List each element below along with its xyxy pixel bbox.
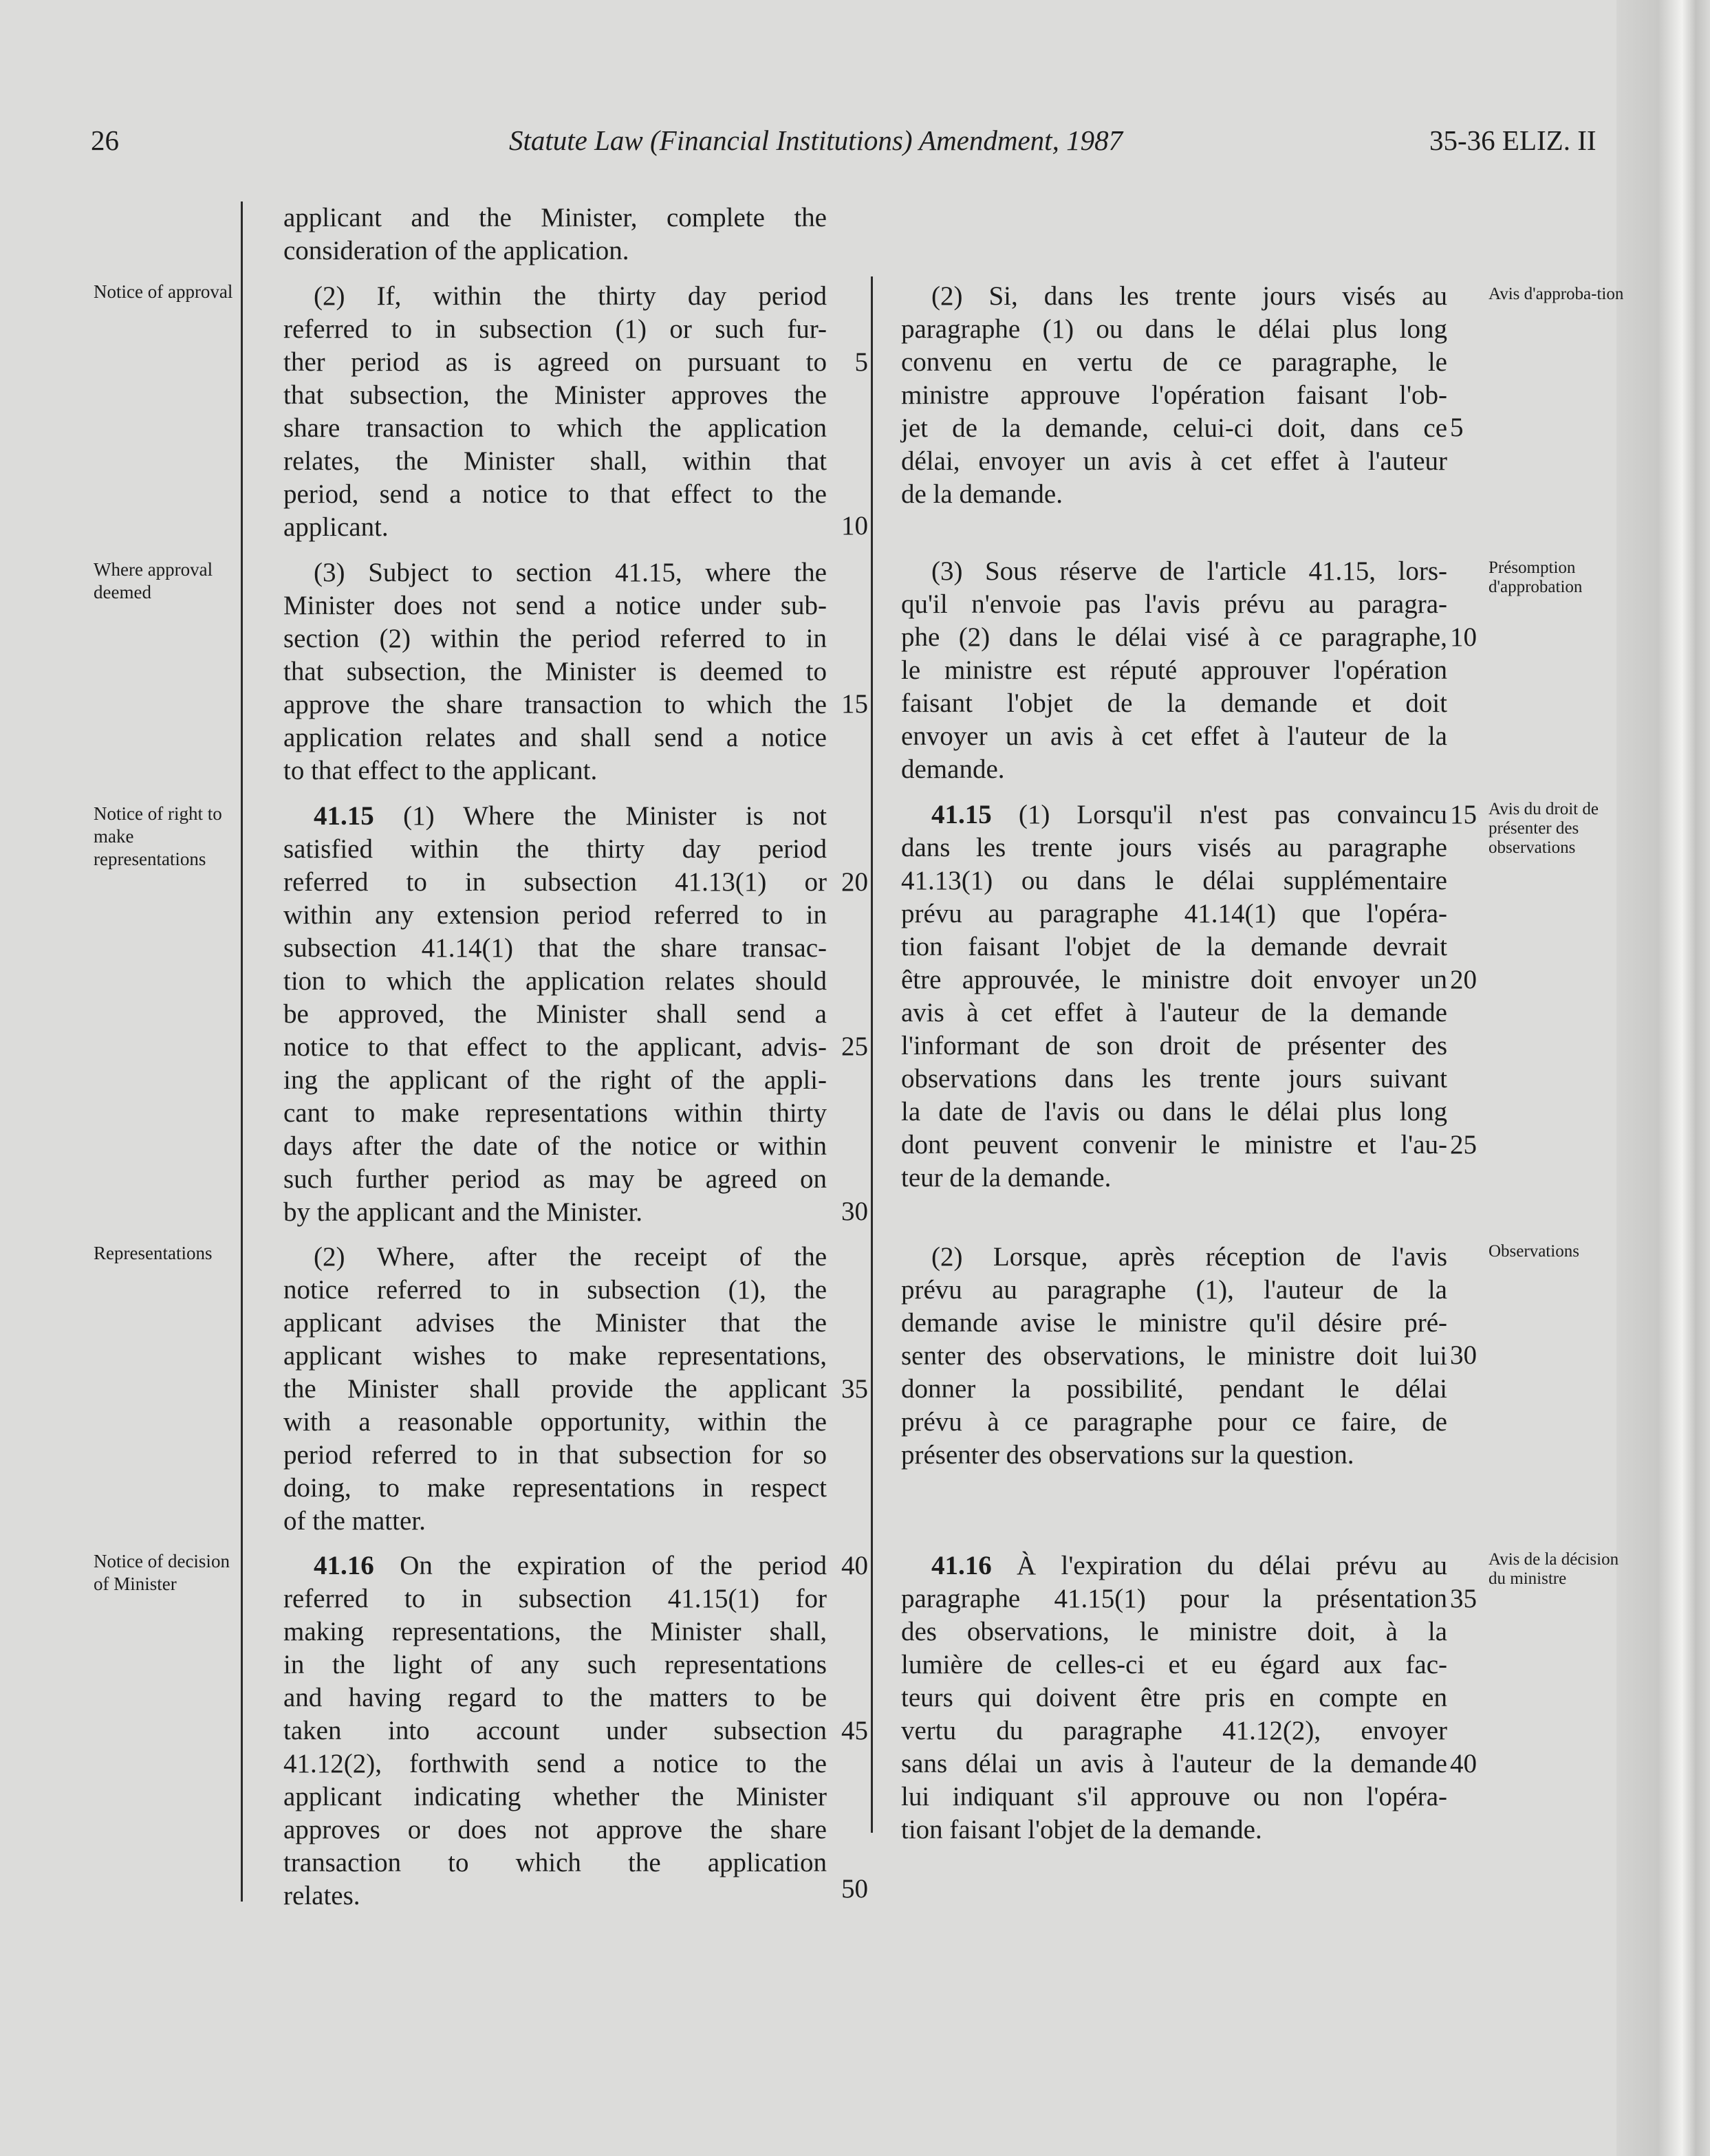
text-line bbox=[283, 800, 827, 833]
text-line: paragraphe 41.15(1) pour la présentation bbox=[901, 1584, 1447, 1613]
text-line bbox=[901, 798, 1447, 831]
text-line: referred to in subsection 41.13(1) or bbox=[283, 867, 827, 897]
margin-note-fr: Avis du droit de présenter des observations bbox=[1489, 800, 1599, 857]
text-line: to that effect to the applicant. bbox=[283, 756, 598, 785]
text-line: paragraphe (1) ou dans le délai plus long bbox=[901, 314, 1447, 344]
text-line: lumière de celles-ci et eu égard aux fac- bbox=[901, 1650, 1447, 1679]
text-line: prévu au paragraphe 41.14(1) que l'opéra- bbox=[901, 899, 1447, 928]
fr-section-41-15-1 bbox=[901, 798, 1447, 1195]
text-line: that subsection, the Minister is deemed to bbox=[283, 657, 827, 686]
text-line: la date de l'avis ou dans le délai plus long bbox=[901, 1097, 1447, 1126]
text-line: l'informant de son droit de présenter des bbox=[901, 1031, 1447, 1060]
text-line: making representations, the Minister shall, bbox=[283, 1617, 827, 1646]
page-edge-shadow bbox=[1616, 0, 1710, 2156]
line-number-en: 40 bbox=[841, 1551, 868, 1580]
text-line: applicant indicating whether the Minister bbox=[283, 1782, 827, 1811]
text-line: notice to that effect to the applicant, advis- bbox=[283, 1032, 827, 1062]
en-paragraph-continued bbox=[283, 202, 827, 268]
text-line: of the matter. bbox=[283, 1506, 426, 1536]
text-line: teur de la demande. bbox=[901, 1163, 1112, 1193]
text-line: relates, the Minister shall, within that bbox=[283, 446, 827, 476]
section-number: 41.16 bbox=[931, 1551, 992, 1580]
text-line: relates. bbox=[283, 1881, 360, 1910]
margin-note-en: Where approval deemed bbox=[94, 559, 213, 602]
text-line: application relates and shall send a notice bbox=[283, 723, 827, 752]
text-line: le ministre est réputé approuver l'opération bbox=[901, 655, 1447, 685]
text-line: 41.12(2), forthwith send a notice to the bbox=[283, 1749, 827, 1778]
margin-note-fr: Présomption d'approbation bbox=[1489, 558, 1583, 596]
text-line: présenter des observations sur la question. bbox=[901, 1440, 1354, 1470]
text-line: share transaction to which the application bbox=[283, 413, 827, 443]
text-line: de la demande. bbox=[901, 479, 1063, 509]
text-line: prévu à ce paragraphe pour ce faire, de bbox=[901, 1407, 1447, 1437]
text-line: lui indiquant s'il approuve ou non l'opéra- bbox=[901, 1782, 1447, 1811]
text-line: dont peuvent convenir le ministre et l'au- bbox=[901, 1130, 1447, 1159]
text-line: by the applicant and the Minister. bbox=[283, 1197, 643, 1227]
text-line: notice referred to in subsection (1), the bbox=[283, 1275, 827, 1305]
text-line: referred to in subsection 41.15(1) for bbox=[283, 1584, 827, 1613]
text-line: 41.13(1) ou dans le délai supplémentaire bbox=[901, 866, 1447, 895]
text-line: be approved, the Minister shall send a bbox=[283, 999, 827, 1029]
text-line bbox=[283, 1549, 827, 1582]
text-line: period referred to in that subsection for so bbox=[283, 1440, 827, 1470]
text-line: ing the applicant of the right of the appli- bbox=[283, 1065, 827, 1095]
text-line: period, send a notice to that effect to the bbox=[283, 479, 827, 509]
line-number-fr: 5 bbox=[1450, 413, 1464, 442]
text-line: observations dans les trente jours suivant bbox=[901, 1064, 1447, 1093]
text-line: applicant and the Minister, complete the bbox=[283, 203, 827, 232]
text-line: convenu en vertu de ce paragraphe, le bbox=[901, 347, 1447, 377]
text-line: days after the date of the notice or within bbox=[283, 1131, 827, 1161]
text-line: applicant wishes to make representations, bbox=[283, 1341, 827, 1371]
section-number: 41.16 bbox=[314, 1551, 374, 1580]
line-number-en: 45 bbox=[841, 1716, 868, 1745]
text-line: with a reasonable opportunity, within the bbox=[283, 1407, 827, 1437]
text-line: referred to in subsection (1) or such fur- bbox=[283, 314, 827, 344]
line-number-fr: 10 bbox=[1450, 622, 1477, 652]
text-line: délai, envoyer un avis à cet effet à l'auteur bbox=[901, 446, 1447, 476]
margin-note-fr: Avis d'approba-tion bbox=[1489, 285, 1624, 303]
text-line: tion faisant l'objet de la demande devrait bbox=[901, 932, 1447, 961]
line-number-fr: 20 bbox=[1450, 965, 1477, 994]
text-line: Minister does not send a notice under sub- bbox=[283, 591, 827, 620]
en-subsection-41-14-2 bbox=[283, 280, 827, 544]
text-line: prévu au paragraphe (1), l'auteur de la bbox=[901, 1275, 1447, 1305]
fr-section-41-16 bbox=[901, 1549, 1447, 1847]
text-line: faisant l'objet de la demande et doit bbox=[901, 688, 1447, 718]
text-line: cant to make representations within thirty bbox=[283, 1098, 827, 1128]
text-line: sans délai un avis à l'auteur de la demande bbox=[901, 1749, 1447, 1778]
text-line: in the light of any such representations bbox=[283, 1650, 827, 1679]
line-number-en: 20 bbox=[841, 867, 868, 897]
text-line bbox=[901, 1549, 1447, 1582]
text-line: des observations, le ministre doit, à la bbox=[901, 1617, 1447, 1646]
text-line: ministre approuve l'opération faisant l'ob- bbox=[901, 380, 1447, 410]
text-line: (2) If, within the thirty day period bbox=[314, 281, 827, 311]
text-line: ther period as is agreed on pursuant to bbox=[283, 347, 827, 377]
text-line: subsection 41.14(1) that the share transac- bbox=[283, 933, 827, 963]
text-line: qu'il n'envoie pas l'avis prévu au paragra- bbox=[901, 589, 1447, 619]
text-line: section (2) within the period referred to in bbox=[283, 624, 827, 653]
text-line: tion faisant l'objet de la demande. bbox=[901, 1815, 1262, 1844]
text-line: approve the share transaction to which the bbox=[283, 690, 827, 719]
text-line: the Minister shall provide the applicant bbox=[283, 1374, 827, 1404]
text-segment: (1) Lorsqu'il n'est pas convaincu bbox=[1018, 800, 1448, 829]
left-column-rule bbox=[241, 202, 243, 1902]
text-line: phe (2) dans le délai visé à ce paragraphe, bbox=[901, 622, 1447, 652]
text-line: approves or does not approve the share bbox=[283, 1815, 827, 1844]
section-number: 41.15 bbox=[931, 800, 992, 829]
line-number-en: 25 bbox=[841, 1032, 868, 1061]
text-line: applicant advises the Minister that the bbox=[283, 1308, 827, 1338]
fr-subsection-41-14-3 bbox=[901, 555, 1447, 786]
text-line: demande. bbox=[901, 754, 1005, 784]
text-line: (3) Subject to section 41.15, where the bbox=[314, 558, 827, 587]
text-line: consideration of the application. bbox=[283, 236, 629, 265]
text-line: and having regard to the matters to be bbox=[283, 1683, 827, 1712]
text-line: such further period as may be agreed on bbox=[283, 1164, 827, 1194]
text-line: applicant. bbox=[283, 512, 389, 542]
line-number-en: 35 bbox=[841, 1374, 868, 1404]
text-line: (2) Where, after the receipt of the bbox=[314, 1242, 827, 1272]
line-number-en: 10 bbox=[841, 511, 868, 541]
line-number-en: 5 bbox=[854, 347, 868, 377]
line-number-fr: 40 bbox=[1450, 1749, 1477, 1778]
page-number: 26 bbox=[91, 124, 119, 156]
line-number-fr: 30 bbox=[1450, 1340, 1477, 1370]
margin-note-en: Representations bbox=[94, 1243, 213, 1263]
en-section-41-15-1 bbox=[283, 800, 827, 1229]
text-line: taken into account under subsection bbox=[283, 1716, 827, 1745]
fr-subsection-41-14-2 bbox=[901, 280, 1447, 511]
text-line: avis à cet effet à l'auteur de la demande bbox=[901, 998, 1447, 1027]
en-section-41-16 bbox=[283, 1549, 827, 1913]
text-line: satisfied within the thirty day period bbox=[283, 834, 827, 864]
en-subsection-41-14-3 bbox=[283, 556, 827, 787]
text-line: senter des observations, le ministre doit lui bbox=[901, 1341, 1447, 1371]
center-column-rule bbox=[871, 276, 873, 1833]
text-line: doing, to make representations in respect bbox=[283, 1473, 827, 1503]
text-segment: (1) Where the Minister is not bbox=[403, 801, 827, 831]
text-line: teurs qui doivent être pris en compte en bbox=[901, 1683, 1447, 1712]
regnal-year: 35-36 ELIZ. II bbox=[1429, 124, 1597, 156]
text-line: envoyer un avis à cet effet à l'auteur de la bbox=[901, 721, 1447, 751]
text-line: dans les trente jours visés au paragraphe bbox=[901, 833, 1447, 862]
section-number: 41.15 bbox=[314, 801, 374, 831]
text-line: demande avise le ministre qu'il désire pré- bbox=[901, 1308, 1447, 1338]
text-line: that subsection, the Minister approves the bbox=[283, 380, 827, 410]
text-line: jet de la demande, celui-ci doit, dans ce bbox=[901, 413, 1447, 443]
text-line: (2) Lorsque, après réception de l'avis bbox=[931, 1242, 1447, 1272]
running-title: Statute Law (Financial Institutions) Amendment, 1987 bbox=[509, 124, 1123, 156]
text-line: within any extension period referred to in bbox=[283, 900, 827, 930]
margin-note-fr: Observations bbox=[1489, 1242, 1579, 1261]
text-line: tion to which the application relates should bbox=[283, 966, 827, 996]
line-number-fr: 15 bbox=[1450, 800, 1477, 829]
line-number-en: 50 bbox=[841, 1874, 868, 1904]
margin-note-en: Notice of right to make representations bbox=[94, 803, 222, 869]
text-segment: À l'expiration du délai prévu au bbox=[1017, 1551, 1448, 1580]
line-number-en: 15 bbox=[841, 689, 868, 719]
margin-note-en: Notice of approval bbox=[94, 281, 233, 302]
margin-note-en: Notice of decision of Minister bbox=[94, 1551, 230, 1594]
text-line: (2) Si, dans les trente jours visés au bbox=[931, 281, 1447, 311]
text-line: transaction to which the application bbox=[283, 1848, 827, 1877]
fr-section-41-15-2 bbox=[901, 1241, 1447, 1472]
en-section-41-15-2 bbox=[283, 1241, 827, 1538]
text-line: donner la possibilité, pendant le délai bbox=[901, 1374, 1447, 1404]
text-segment: On the expiration of the period bbox=[400, 1551, 827, 1580]
line-number-fr: 35 bbox=[1450, 1584, 1477, 1613]
line-number-en: 30 bbox=[841, 1197, 868, 1226]
margin-note-fr: Avis de la décision du ministre bbox=[1489, 1550, 1619, 1588]
line-number-fr: 25 bbox=[1450, 1130, 1477, 1159]
text-line: être approuvée, le ministre doit envoyer un bbox=[901, 965, 1447, 994]
text-line: vertu du paragraphe 41.12(2), envoyer bbox=[901, 1716, 1447, 1745]
text-line: (3) Sous réserve de l'article 41.15, lors- bbox=[931, 556, 1447, 586]
